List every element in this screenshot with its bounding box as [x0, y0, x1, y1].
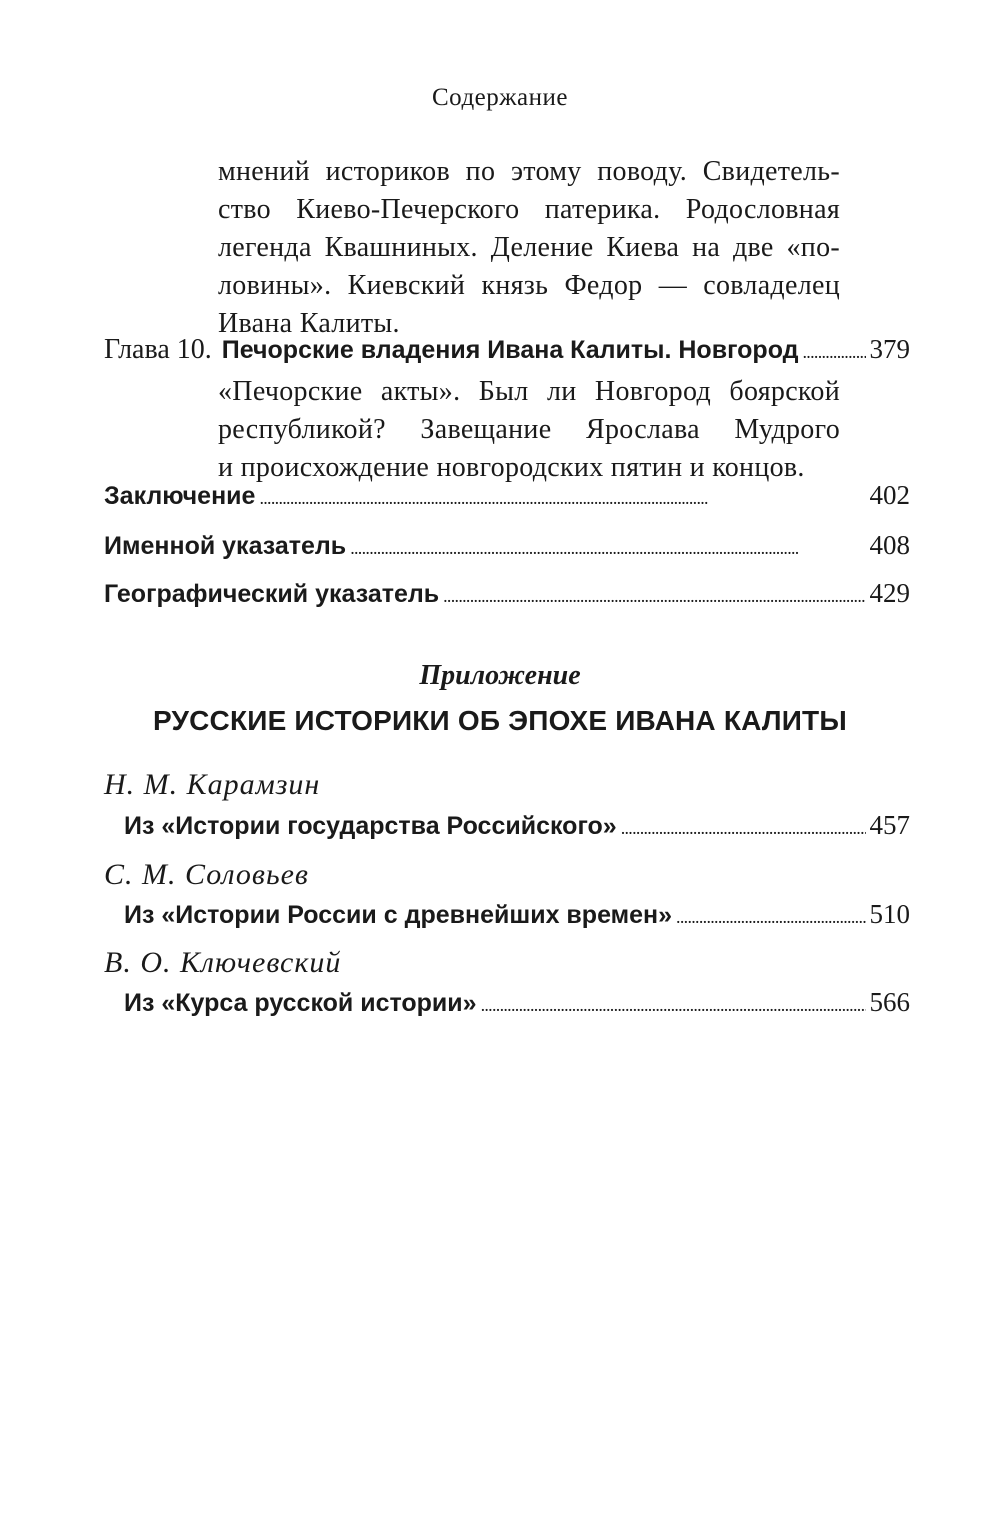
dot-leader: [259, 480, 865, 512]
toc-entry-appendix-1[interactable]: [124, 810, 910, 842]
dot-leader: [621, 810, 866, 842]
dot-leader: [803, 334, 866, 366]
chapter-label: Глава 10.: [104, 334, 212, 365]
toc-entry-geo-index[interactable]: [104, 578, 910, 610]
dot-leader: [443, 578, 865, 610]
annotation-line: ство Киево-Печерского патерика. Родословная: [218, 194, 840, 225]
appendix-author: В. О. Ключевский: [104, 946, 342, 979]
annotation-line: легенда Квашниных. Деление Киева на две «по-: [218, 232, 840, 263]
page-number: 379: [869, 334, 910, 364]
chapter-title: Печорские владения Ивана Калиты. Новгород: [221, 336, 799, 364]
chapter-10-annotation: [218, 373, 840, 487]
toc-entry-name-index[interactable]: [104, 530, 910, 562]
section-title: Именной указатель: [104, 532, 347, 560]
page-number: 408: [869, 530, 910, 560]
toc-entry-chapter-10[interactable]: [104, 334, 910, 366]
annotation-line: ловины». Киевский князь Федор — совладелец: [218, 270, 840, 301]
dot-leader: [481, 987, 866, 1019]
section-title: Заключение: [104, 482, 256, 510]
section-title: Географический указатель: [104, 580, 440, 608]
work-title: Из «Курса русской истории»: [124, 989, 477, 1017]
appendix-label: Приложение: [419, 660, 581, 691]
annotation-line: мнений историков по этому поводу. Свидетель-: [218, 156, 840, 187]
annotation-line: республикой? Завещание Ярослава Мудрого: [218, 414, 840, 445]
annotation-line: и происхождение новгородских пятин и концов.: [218, 452, 805, 483]
running-head: Содержание: [432, 84, 568, 111]
appendix-author: Н. М. Карамзин: [104, 768, 321, 801]
toc-entry-conclusion[interactable]: [104, 480, 910, 512]
toc-entry-appendix-3[interactable]: [124, 987, 910, 1019]
appendix-author: С. М. Соловьев: [104, 858, 309, 891]
page-number: 510: [869, 899, 910, 929]
page-number: 566: [869, 987, 910, 1017]
annotation-line: «Печорские акты». Был ли Новгород боярской: [218, 376, 840, 407]
page-number: 402: [869, 480, 910, 510]
work-title: Из «Истории России с древнейших времен»: [124, 901, 673, 929]
dot-leader: [676, 899, 865, 931]
work-title: Из «Истории государства Российского»: [124, 812, 617, 840]
appendix-title: РУССКИЕ ИСТОРИКИ ОБ ЭПОХЕ ИВАНА КАЛИТЫ: [153, 705, 847, 736]
annotation-line: Ивана Калиты.: [218, 308, 400, 339]
page-number: 429: [869, 578, 910, 608]
dot-leader: [350, 530, 865, 562]
toc-entry-appendix-2[interactable]: [124, 899, 910, 931]
chapter-9-annotation: [218, 153, 840, 343]
page-number: 457: [869, 810, 910, 840]
